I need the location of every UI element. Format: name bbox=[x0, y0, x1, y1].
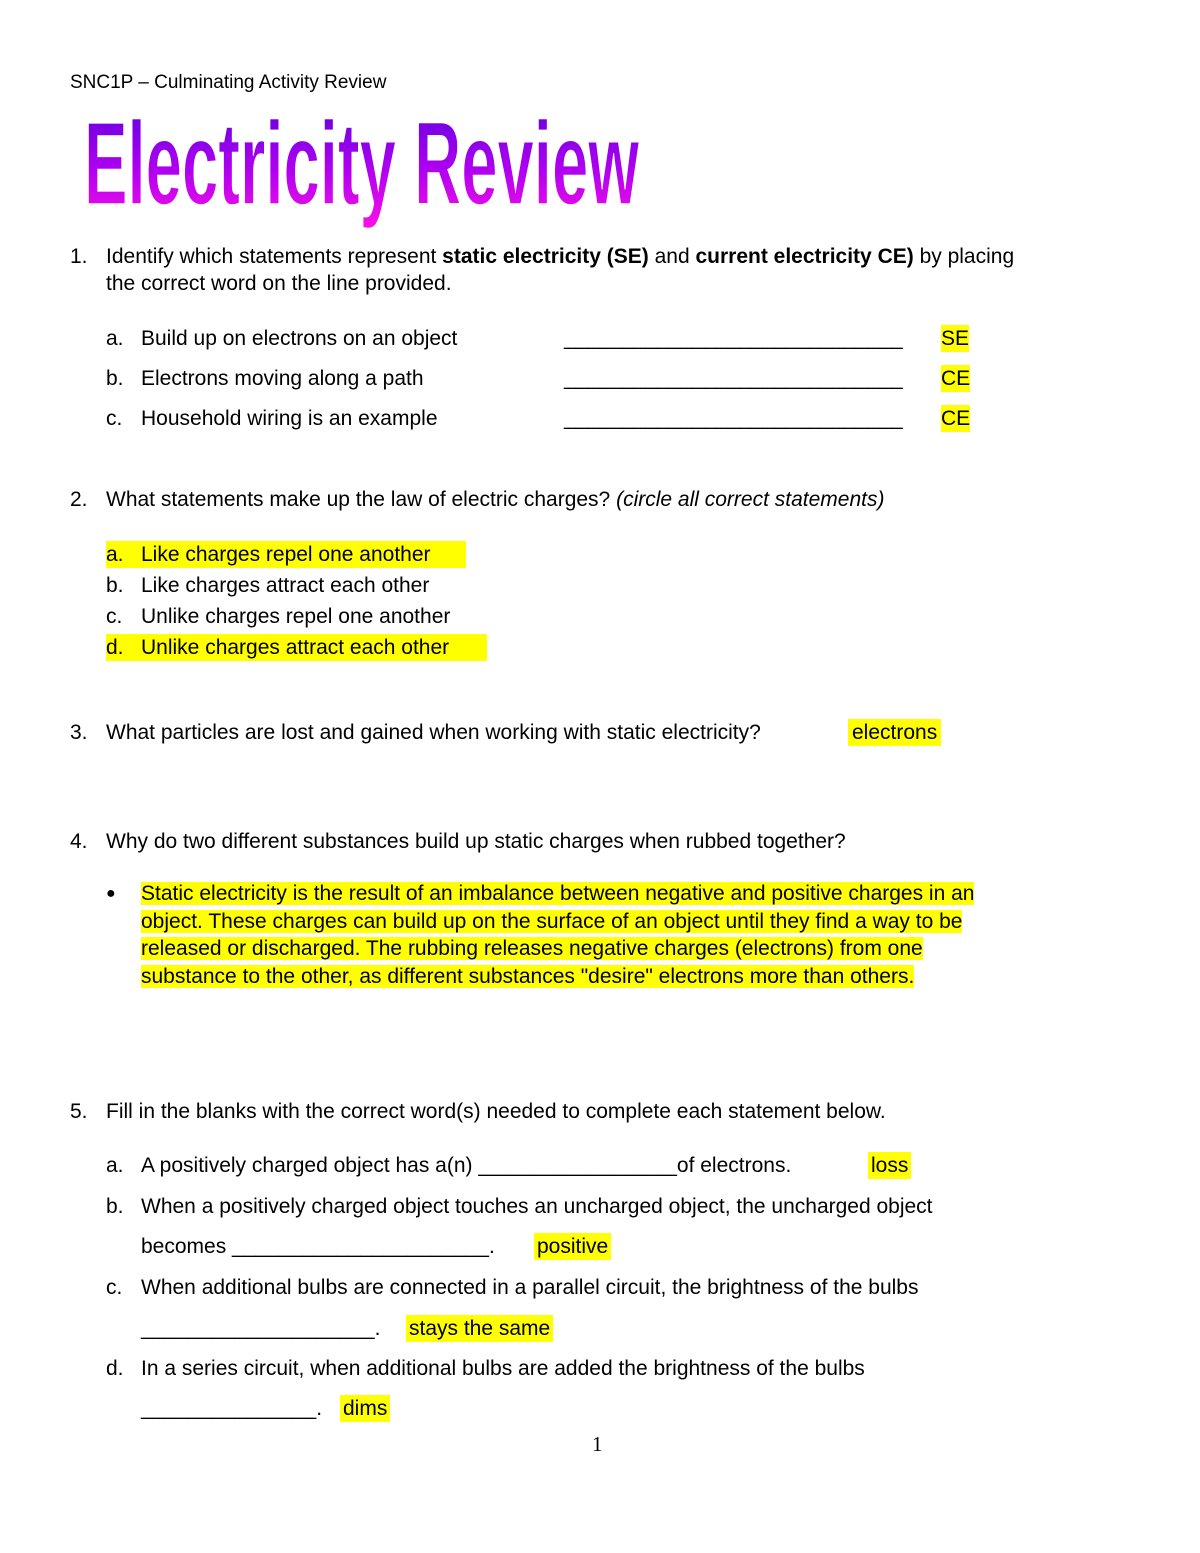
answer-highlight: SE bbox=[941, 327, 970, 350]
list-item-correct: a. Like charges repel one another bbox=[106, 541, 466, 568]
question-2-text: What statements make up the law of electric charges? (circle all correct statements) bbox=[106, 488, 885, 511]
list-item-letter: a. bbox=[106, 1154, 124, 1177]
fill-in-blank: _______________. bbox=[141, 1397, 323, 1420]
list-item-text: Electrons moving along a path bbox=[141, 367, 424, 390]
list-item-letter: b. bbox=[106, 1195, 124, 1218]
list-item-letter: b. bbox=[106, 367, 124, 390]
list-item-text: Household wiring is an example bbox=[141, 407, 438, 430]
title-wordart bbox=[82, 82, 652, 232]
fill-in-blank: ____________________. bbox=[141, 1317, 381, 1340]
list-item-letter: a. bbox=[106, 327, 124, 350]
question-number: 3. bbox=[70, 721, 88, 744]
question-number: 4. bbox=[70, 830, 88, 853]
question-4-answer: Static electricity is the result of an imbalance between negative and positive charges in an object. These charges can build up on the surface of an object until they find a way to be released or discharged. The rubbing releases negative charges (electrons) from one substance to the other, as different substances "desire" electrons more than others. bbox=[141, 882, 975, 988]
page-title: Electricity Review bbox=[84, 98, 640, 230]
list-item-text: Build up on electrons on an object bbox=[141, 327, 458, 350]
question-number: 1. bbox=[70, 245, 88, 268]
question-5-text: Fill in the blanks with the correct word(s) needed to complete each statement below. bbox=[106, 1100, 886, 1123]
answer-highlight: positive bbox=[534, 1233, 611, 1260]
question-3-text: What particles are lost and gained when working with static electricity? bbox=[106, 721, 761, 744]
list-item-correct: d. Unlike charges attract each other bbox=[106, 634, 487, 661]
list-item: b. Like charges attract each other bbox=[106, 574, 430, 597]
bullet-icon: ● bbox=[106, 885, 116, 902]
page-number: 1 bbox=[592, 1432, 603, 1456]
answer-highlight: CE bbox=[941, 407, 971, 430]
question-number: 5. bbox=[70, 1100, 88, 1123]
question-number: 2. bbox=[70, 488, 88, 511]
fill-in-item: When a positively charged object touches an uncharged object, the uncharged object bbox=[141, 1195, 933, 1218]
question-1-text: Identify which statements represent static electricity (SE) and current electricity CE) by placing bbox=[106, 245, 1015, 268]
answer-blank: _____________________________ bbox=[564, 367, 903, 390]
answer-highlight: loss bbox=[868, 1152, 911, 1179]
list-item-letter: c. bbox=[106, 1276, 123, 1299]
answer-highlight: stays the same bbox=[406, 1315, 553, 1342]
question-4-text: Why do two different substances build up static charges when rubbed together? bbox=[106, 830, 846, 853]
answer-highlight: electrons bbox=[848, 719, 941, 746]
list-item: c. Unlike charges repel one another bbox=[106, 605, 451, 628]
list-item-letter: d. bbox=[106, 1357, 124, 1380]
answer-highlight: dims bbox=[340, 1395, 390, 1422]
list-item-letter: c. bbox=[106, 407, 123, 430]
fill-in-blank: becomes ______________________. bbox=[141, 1235, 495, 1258]
question-1-text-line2: the correct word on the line provided. bbox=[106, 272, 452, 295]
fill-in-item: When additional bulbs are connected in a parallel circuit, the brightness of the bulbs bbox=[141, 1276, 919, 1299]
answer-highlight: CE bbox=[941, 367, 971, 390]
answer-blank: _____________________________ bbox=[564, 327, 903, 350]
fill-in-item: In a series circuit, when additional bulbs are added the brightness of the bulbs bbox=[141, 1357, 865, 1380]
page-header: SNC1P – Culminating Activity Review bbox=[70, 72, 387, 93]
answer-blank: _____________________________ bbox=[564, 407, 903, 430]
fill-in-item: A positively charged object has a(n) _________________of electrons. bbox=[141, 1154, 792, 1177]
